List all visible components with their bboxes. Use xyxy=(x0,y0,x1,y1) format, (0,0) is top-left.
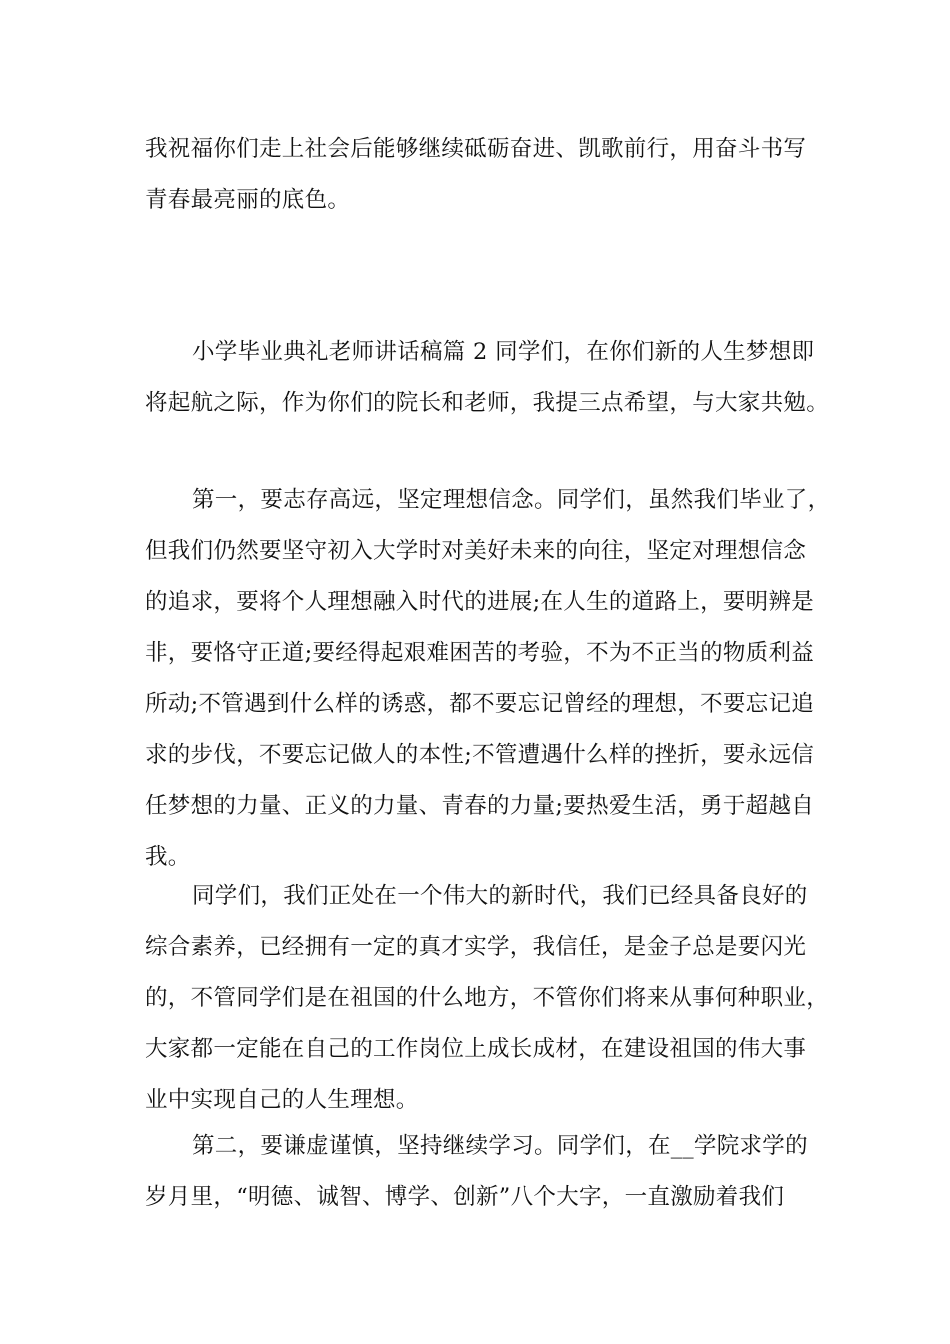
paragraph-first-point xyxy=(145,475,831,883)
paragraph-closing-wish xyxy=(145,124,810,226)
paragraph-new-era xyxy=(145,871,830,1126)
text-line: 第一，要志存高远，坚定理想信念。同学们，虽然我们毕业了， xyxy=(192,487,831,513)
text-line: 的追求，要将个人理想融入时代的进展;在人生的道路上，要明辨是 xyxy=(145,589,815,615)
text-line: 青春最亮丽的底色。 xyxy=(145,187,351,213)
text-line: 非，要恪守正道;要经得起艰难困苦的考验，不为不正当的物质利益 xyxy=(145,640,815,666)
paragraph-speech-intro xyxy=(145,327,830,429)
text-line: 求的步伐，不要忘记做人的本性;不管遭遇什么样的挫折，要永远信 xyxy=(145,742,815,768)
text-line: 岁月里，“明德、诚智、博学、创新”八个大字，一直激励着我们 xyxy=(145,1184,785,1210)
text-line: 的，不管同学们是在祖国的什么地方，不管你们将来从事何种职业， xyxy=(145,985,830,1011)
paragraph-second-point xyxy=(145,1121,810,1223)
text-line: 综合素养，已经拥有一定的真才实学，我信任，是金子总是要闪光 xyxy=(145,934,807,960)
text-line: 同学们，我们正处在一个伟大的新时代，我们已经具备良好的 xyxy=(192,883,808,909)
text-line: 所动;不管遇到什么样的诱惑，都不要忘记曾经的理想，不要忘记追 xyxy=(145,691,815,717)
text-line: 大家都一定能在自己的工作岗位上成长成材，在建设祖国的伟大事 xyxy=(145,1036,807,1062)
text-line: 业中实现自己的人生理想。 xyxy=(145,1087,419,1113)
text-line: 但我们仍然要坚守初入大学时对美好未来的向往，坚定对理想信念 xyxy=(145,538,807,564)
text-line: 第二，要谦虚谨慎，坚持继续学习。同学们，在__学院求学的 xyxy=(192,1133,808,1159)
text-line: 我祝福你们走上社会后能够继续砥砺奋进、凯歌前行，用奋斗书写 xyxy=(145,136,807,162)
text-line: 小学毕业典礼老师讲话稿篇 2 同学们，在你们新的人生梦想即 xyxy=(192,339,815,365)
text-line: 我。 xyxy=(145,844,191,870)
text-line: 任梦想的力量、正义的力量、青春的力量;要热爱生活，勇于超越自 xyxy=(145,793,815,819)
text-line: 将起航之际，作为你们的院长和老师，我提三点希望，与大家共勉。 xyxy=(145,390,830,416)
